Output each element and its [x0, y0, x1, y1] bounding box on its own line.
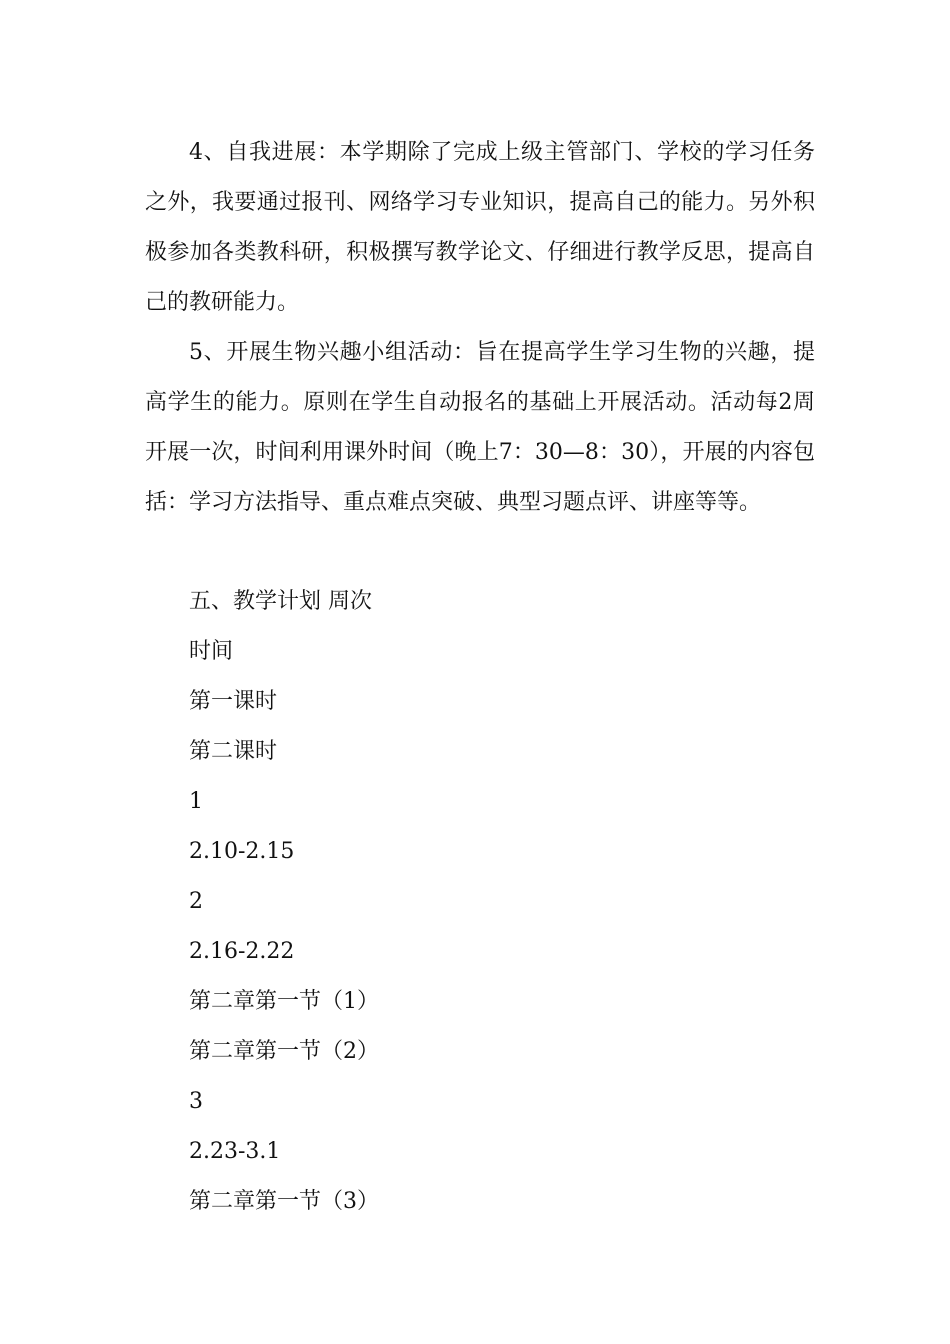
plan-line: 2.16-2.22	[189, 939, 295, 964]
plan-line: 2.23-3.1	[189, 1139, 281, 1164]
teaching-plan-heading: 五、教学计划 周次	[189, 589, 372, 614]
plan-line: 第一课时	[189, 689, 278, 714]
paragraph-biology-interest-group: 5、开展生物兴趣小组活动：旨在提高学生学习生物的兴趣，提高学生的能力。原则在学生自动报名的基础上开展活动。活动每2周开展一次，时间利用课外时间（晚上7：30—8：30），开展的内容包括：学习方法指导、重点难点突破、典型习题点评、讲座等等。	[145, 340, 815, 515]
plan-line: 时间	[189, 639, 234, 664]
plan-line: 2	[189, 889, 203, 914]
plan-line: 第二章第一节（2）	[189, 1039, 379, 1064]
plan-line: 第二章第一节（3）	[189, 1189, 379, 1214]
plan-line: 第二章第一节（1）	[189, 989, 379, 1014]
teaching-plan-section	[189, 577, 379, 1227]
paragraph-self-development: 4、自我进展：本学期除了完成上级主管部门、学校的学习任务之外，我要通过报刊、网络学习专业知识，提高自己的能力。另外积极参加各类教科研，积极撰写教学论文、仔细进行教学反思，提高自己的教研能力。	[145, 140, 815, 315]
plan-line: 2.10-2.15	[189, 839, 295, 864]
plan-line: 1	[189, 789, 203, 814]
plan-line: 3	[189, 1089, 203, 1114]
plan-line: 第二课时	[189, 739, 278, 764]
